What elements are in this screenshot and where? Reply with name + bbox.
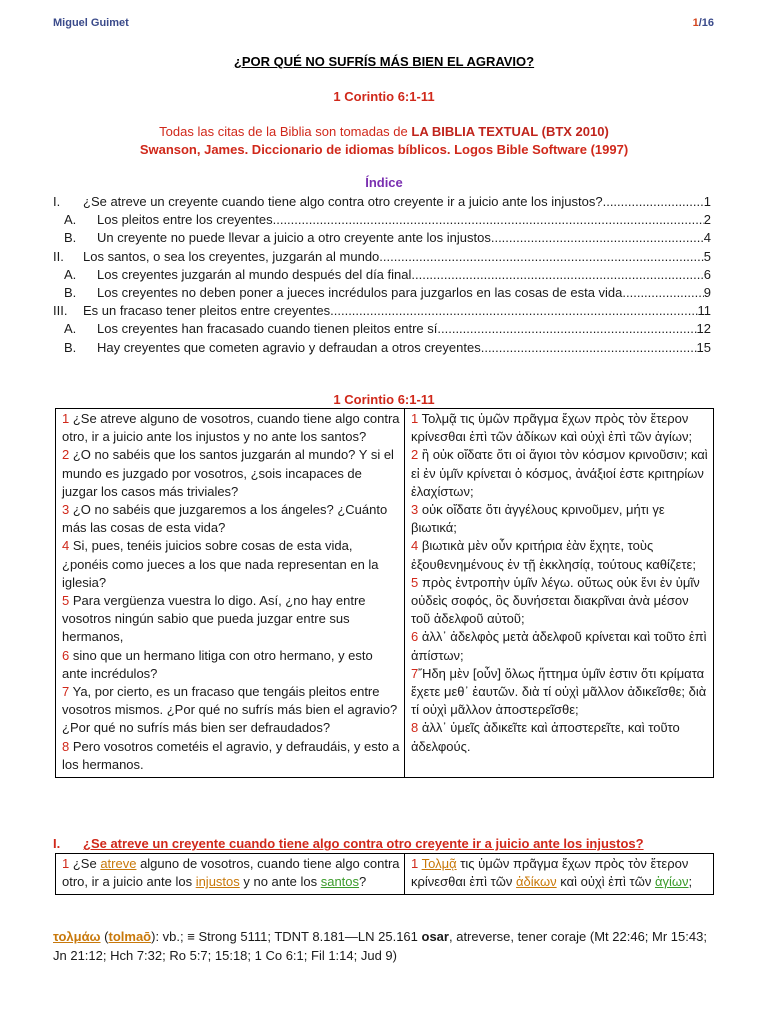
spanish-verse-number: 7: [62, 684, 70, 700]
greek-column: [405, 409, 714, 778]
toc-entry[interactable]: [53, 211, 711, 229]
greek-verse-text: βιωτικὰ μὲν οὖν κριτήρια ἐὰν ἔχητε, τοὺς ἐξουθενημένους ἐν τῇ ἐκκλησίᾳ, τούτους καθίζετε;: [411, 538, 696, 572]
spanish-verse-number: 6: [62, 647, 70, 663]
toc-entry-number: I.: [53, 194, 61, 209]
toc-entry-page: 1: [703, 194, 711, 209]
toc-entry-page: 9: [703, 285, 711, 301]
section-heading-text: ¿Se atreve un creyente cuando tiene algo contra otro creyente ir a juicio ante los injustos?: [83, 836, 644, 851]
table-of-contents: [53, 193, 711, 357]
toc-leader-dots: [437, 320, 696, 338]
verse-text: τις ὑμῶν πρᾶγμα ἔχων πρὸς τὸν ἕτερον κρίνεσθαι ἐπὶ τῶν: [411, 856, 689, 890]
toc-entry-number: A.: [64, 321, 77, 337]
verse-text: y no ante los: [239, 874, 321, 890]
page-current: 1: [692, 17, 699, 29]
note-bible: LA BIBLIA TEXTUAL (BTX 2010): [411, 124, 609, 139]
spanish-verse-number: 1: [62, 411, 70, 426]
spanish-verse-text: sino que un hermano litiga con otro hermano, y esto ante incrédulos?: [62, 647, 373, 681]
toc-entry-title: Los creyentes han fracasado cuando tienen pleitos entre sí: [97, 321, 438, 337]
greek-verse-text: πρὸς ἐντροπὴν ὑμῖν λέγω. οὕτως οὐκ ἔνι ἐν ὑμῖν οὐδεὶς σοφός, ὃς δυνήσεται διακρῖναι ἀνὰ μέσον τοῦ ἀδελφοῦ αὐτοῦ;: [411, 574, 700, 627]
greek-verse-number: 6: [411, 629, 419, 645]
toc-entry-title: Los creyentes juzgarán al mundo después del día final: [97, 266, 412, 282]
greek-verse-text: οὐκ οἴδατε ὅτι ἀγγέλους κρινοῦμεν, μήτι γε βιωτικά;: [411, 502, 665, 536]
verse-number: 1: [62, 856, 70, 871]
keyword-adikon: ἀδίκων: [516, 874, 557, 890]
greek-verse-text: ἀλλ᾽ ὑμεῖς ἀδικεῖτε καὶ ἀποστερεῖτε, καὶ τοῦτο ἀδελφούς.: [411, 720, 680, 754]
keyword-atreve: atreve: [100, 856, 137, 871]
toc-entry-title: ¿Se atreve un creyente cuando tiene algo contra otro creyente ir a juicio ante los injustos?: [83, 194, 603, 209]
greek-verse-text: ἀλλ᾽ ἀδελφὸς μετὰ ἀδελφοῦ κρίνεται καὶ τοῦτο ἐπὶ ἀπίστων;: [411, 629, 707, 663]
toc-leader-dots: [491, 229, 704, 247]
keyword-hagion: ἁγίων: [654, 874, 689, 890]
spanish-verse-number: 8: [62, 738, 70, 754]
toc-entry-title: Los santos, o sea los creyentes, juzgarán al mundo: [83, 248, 380, 264]
toc-entry[interactable]: [53, 320, 711, 338]
toc-entry[interactable]: [53, 266, 711, 284]
lexicon-translit: tolmaō: [108, 929, 152, 944]
verse-number: 1: [411, 856, 419, 871]
lexicon-paren: (: [100, 929, 109, 944]
verse-greek: [405, 854, 714, 895]
toc-leader-dots: [379, 248, 703, 266]
greek-verse-number: 4: [411, 538, 419, 554]
toc-leader-dots: [481, 339, 697, 357]
note-line2: Swanson, James. Diccionario de idiomas bíblicos. Logos Bible Software (1997): [139, 142, 629, 157]
toc-entry-number: A.: [64, 266, 77, 282]
greek-verse-number: 8: [411, 720, 419, 736]
toc-entry-title: Los pleitos entre los creyentes: [97, 212, 273, 228]
greek-verse-number: 5: [411, 574, 419, 590]
toc-entry[interactable]: [53, 339, 711, 357]
verse-text: ;: [688, 874, 693, 890]
greek-verse-text: Ἤδη μὲν [οὖν] ὅλως ἥττημα ὑμῖν ἐστιν ὅτι κρίματα ἔχετε μεθ᾽ ἑαυτῶν. διὰ τί οὐχὶ μᾶλλον ἀδικεῖσθε; διὰ τί οὐχὶ μᾶλλον ἀποστερεῖσθε;: [411, 665, 707, 718]
toc-entry[interactable]: [53, 229, 711, 247]
spanish-column: [56, 409, 405, 778]
toc-leader-dots: [603, 193, 704, 211]
toc-entry-title: Un creyente no puede llevar a juicio a otro creyente ante los injustos: [97, 230, 491, 246]
toc-entry-page: 2: [703, 212, 711, 228]
citation-note: [0, 123, 768, 159]
toc-entry-number: B.: [64, 285, 77, 301]
verse-text: ¿Se: [69, 856, 101, 871]
keyword-injustos: injustos: [195, 874, 240, 890]
toc-entry-page: 15: [696, 339, 711, 355]
document-title: ¿POR QUÉ NO SUFRÍS MÁS BIEN EL AGRAVIO?: [233, 54, 535, 69]
toc-entry-page: 6: [703, 266, 711, 282]
passage-table: [55, 408, 714, 778]
spanish-verse-number: 3: [62, 502, 70, 518]
spanish-verse-text: Para vergüenza vuestra lo digo. Así, ¿no hay entre vosotros ningún sabio que pueda juzgar entre sus hermanos,: [62, 593, 366, 645]
toc-entry[interactable]: [53, 248, 711, 266]
greek-verse-text: Τολμᾷ τις ὑμῶν πρᾶγμα ἔχων πρὸς τὸν ἕτερον κρίνεσθαι ἐπὶ τῶν ἀδίκων καὶ οὐχὶ ἐπὶ τῶν ἁγίων;: [411, 411, 693, 445]
page-total: /16: [698, 17, 714, 29]
toc-leader-dots: [273, 211, 704, 229]
author-name: Miguel Guimet: [53, 17, 129, 29]
spanish-verse-text: ¿O no sabéis que los santos juzgarán al mundo? Y si el mundo es juzgado por vosotros, ¿sois incapaces de juzgar los casos más triviales?: [62, 447, 394, 499]
note-prefix: Todas las citas de la Biblia son tomadas de: [159, 124, 412, 139]
toc-entry[interactable]: [53, 302, 711, 320]
lexicon-main-sense: osar: [421, 929, 449, 944]
toc-entry-page: 4: [703, 230, 711, 246]
toc-leader-dots: [622, 284, 703, 302]
toc-entry-number: II.: [53, 248, 64, 264]
lexicon-entry: [53, 928, 721, 965]
toc-entry[interactable]: [53, 284, 711, 302]
toc-entry[interactable]: [53, 193, 711, 211]
greek-verse-number: 7: [411, 665, 419, 681]
spanish-verse-text: Ya, por cierto, es un fracaso que tengáis pleitos entre vosotros mismos. ¿Por qué no sufrís más bien el agravio? ¿Por qué no sufrís más bien ser defraudados?: [62, 684, 398, 736]
toc-entry-title: Los creyentes no deben poner a jueces incrédulos para juzgarlos en las cosas de esta vida: [97, 285, 623, 301]
lexicon-definitions: , atreverse, tener coraje (Mt 22:46; Mr 15:43; Jn 21:12; Hch 7:32; Ro 5:7; 15:18; 1 Co 6:1; Fil 1:14; Jud 9): [53, 929, 707, 963]
verse-spanish: [56, 854, 405, 895]
greek-verse-number: 2: [411, 447, 419, 463]
spanish-verse-text: Si, pues, tenéis juicios sobre cosas de esta vida, ¿ponéis como jueces a los que nada representan en la iglesia?: [62, 538, 379, 590]
spanish-verse-text: ¿Se atreve alguno de vosotros, cuando tiene algo contra otro, ir a juicio ante los injustos y no ante los santos?: [62, 411, 400, 445]
spanish-verse-text: Pero vosotros cometéis el agravio, y defraudáis, y esto a los hermanos.: [62, 738, 400, 772]
verse-text: alguno de vosotros, cuando tiene algo contra otro, ir a juicio ante los: [62, 856, 400, 890]
spanish-verse-text: ¿O no sabéis que juzgaremos a los ángeles? ¿Cuánto más las cosas de esta vida?: [62, 502, 388, 536]
spanish-verse-number: 5: [62, 593, 70, 609]
verse-text: ?: [359, 874, 367, 890]
toc-entry-page: 5: [703, 248, 711, 264]
toc-entry-number: III.: [53, 303, 68, 319]
verse-text: καὶ οὐχὶ ἐπὶ τῶν: [556, 874, 655, 890]
toc-entry-page: 11: [697, 303, 711, 319]
toc-entry-title: Es un fracaso tener pleitos entre creyentes: [83, 303, 331, 319]
section-number: I.: [53, 836, 61, 851]
toc-entry-number: B.: [64, 339, 77, 355]
toc-entry-number: A.: [64, 212, 77, 228]
toc-entry-page: 12: [696, 321, 711, 337]
page-number: [693, 17, 714, 29]
spanish-verse-number: 4: [62, 538, 70, 554]
section-heading: [53, 836, 644, 851]
lexicon-meta: ): vb.; ≡ Strong 5111; TDNT 8.181—LN 25.161: [151, 929, 422, 944]
greek-verse-text: ἢ οὐκ οἴδατε ὅτι οἱ ἅγιοι τὸν κόσμον κρινοῦσιν; καὶ εἰ ἐν ὑμῖν κρίνεται ὁ κόσμος, ἀνάξιοί ἐστε κριτηρίων ἐλαχίστων;: [411, 447, 708, 499]
toc-leader-dots: [330, 302, 697, 320]
passage-reference: 1 Corintio 6:1-11: [333, 392, 435, 407]
greek-verse-number: 1: [411, 411, 419, 426]
greek-verse-number: 3: [411, 502, 419, 518]
toc-entry-title: Hay creyentes que cometen agravio y defraudan a otros creyentes: [97, 339, 481, 355]
toc-leader-dots: [411, 266, 703, 284]
verse-table: [55, 853, 714, 895]
spanish-verse-number: 2: [62, 447, 70, 463]
toc-entry-number: B.: [64, 230, 77, 246]
keyword-santos: santos: [320, 874, 360, 890]
keyword-tolma: Τολμᾷ: [421, 856, 457, 871]
main-reference: 1 Corintio 6:1-11: [333, 89, 435, 104]
lexicon-word: τολμάω: [53, 929, 101, 944]
index-title: Índice: [365, 175, 403, 190]
